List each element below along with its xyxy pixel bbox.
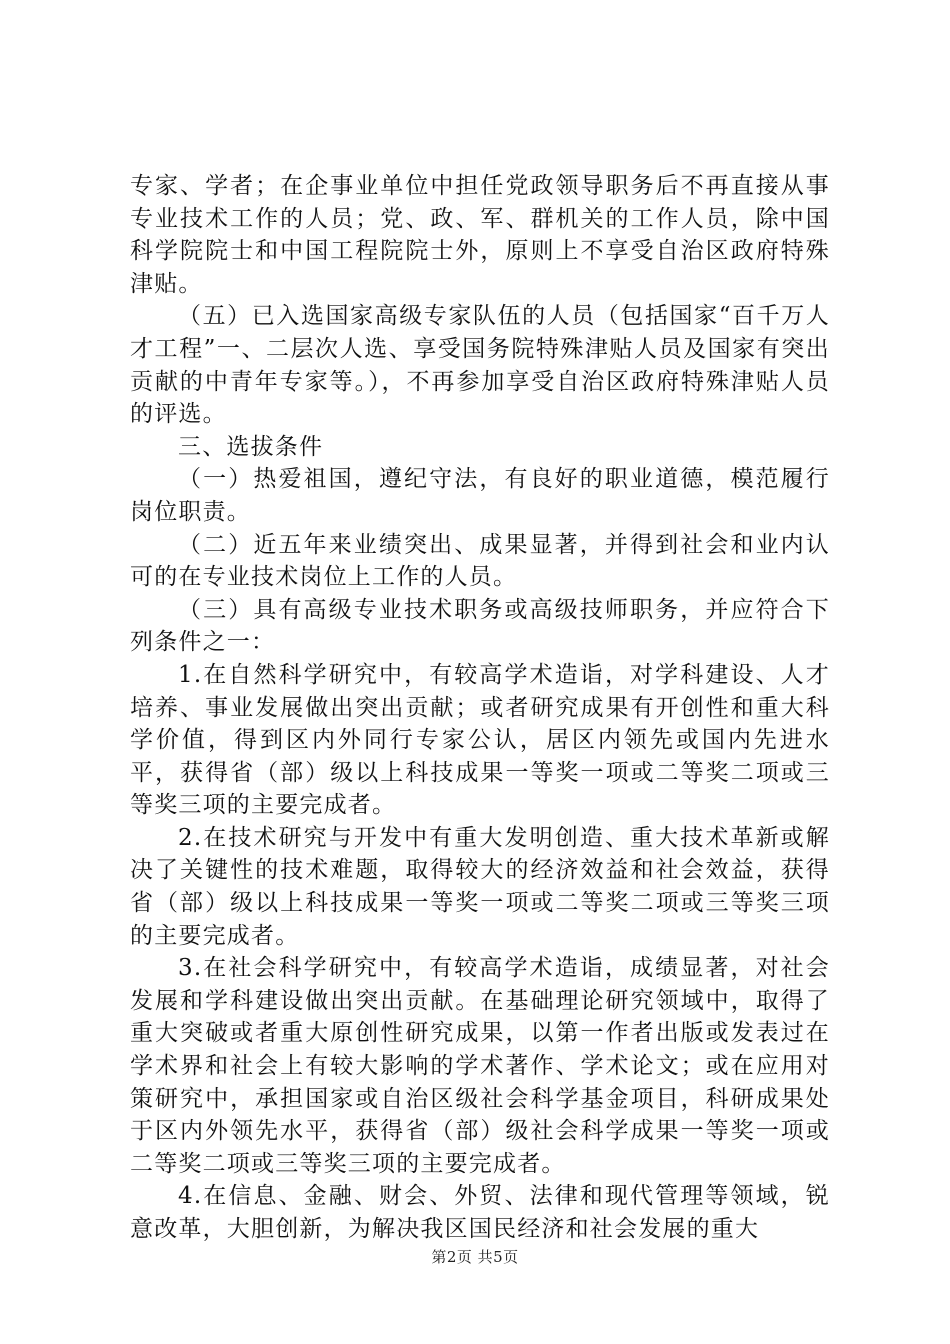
paragraph-criterion-1: （一）热爱祖国，遵纪守法，有良好的职业道德，模范履行岗位职责。 bbox=[130, 466, 830, 525]
paragraph-continuation: 专家、学者；在企事业单位中担任党政领导职务后不再直接从事专业技术工作的人员；党、政、军、群机关的工作人员，除中国科学院院士和中国工程院院士外，原则上不享受自治区政府特殊津贴。 bbox=[130, 173, 830, 297]
document-body bbox=[130, 170, 830, 1246]
paragraph-condition-4: 4.在信息、金融、财会、外贸、法律和现代管理等领域，锐意改革，大胆创新，为解决我区国民经济和社会发展的重大 bbox=[130, 1183, 830, 1242]
paragraph-condition-1: 1.在自然科学研究中，有较高学术造诣，对学科建设、人才培养、事业发展做出突出贡献；或者研究成果有开创性和重大科学价值，得到区内外同行专家公认，居区内领先或国内先进水平，获得省（部）级以上科技成果一等奖一项或二等奖二项或三等奖三项的主要完成者。 bbox=[130, 661, 830, 819]
paragraph-criterion-2: （二）近五年来业绩突出、成果显著，并得到社会和业内认可的在专业技术岗位上工作的人员。 bbox=[130, 531, 830, 591]
paragraph-criterion-3: （三）具有高级专业技术职务或高级技师职务，并应符合下列条件之一： bbox=[130, 596, 830, 656]
paragraph-condition-2: 2.在技术研究与开发中有重大发明创造、重大技术革新或解决了关键性的技术难题，取得较大的经济效益和社会效益，获得省（部）级以上科技成果一等奖一项或二等奖二项或三等奖三项的主要完成者。 bbox=[130, 824, 830, 949]
paragraph-item-5: （五）已入选国家高级专家队伍的人员（包括国家“百千万人才工程”一、二层次人选、享受国务院特殊津贴人员及国家有突出贡献的中青年专家等。），不再参加享受自治区政府特殊津贴人员的评选。 bbox=[130, 303, 830, 428]
section-heading-selection-criteria: 三、选拔条件 bbox=[178, 433, 324, 460]
page-number-footer: 第2页 共5页 bbox=[431, 1248, 519, 1266]
paragraph-condition-3: 3.在社会科学研究中，有较高学术造诣，成绩显著，对社会发展和学科建设做出突出贡献。在基础理论研究领域中，取得了重大突破或者重大原创性研究成果，以第一作者出版或发表过在学术界和社会上有较大影响的学术著作、学术论文；或在应用对策研究中，承担国家或自治区级社会科学基金项目，科研成果处于区内外领先水平，获得省（部）级社会科学成果一等奖一项或二等奖二项或三等奖三项的主要完成者。 bbox=[130, 955, 830, 1177]
